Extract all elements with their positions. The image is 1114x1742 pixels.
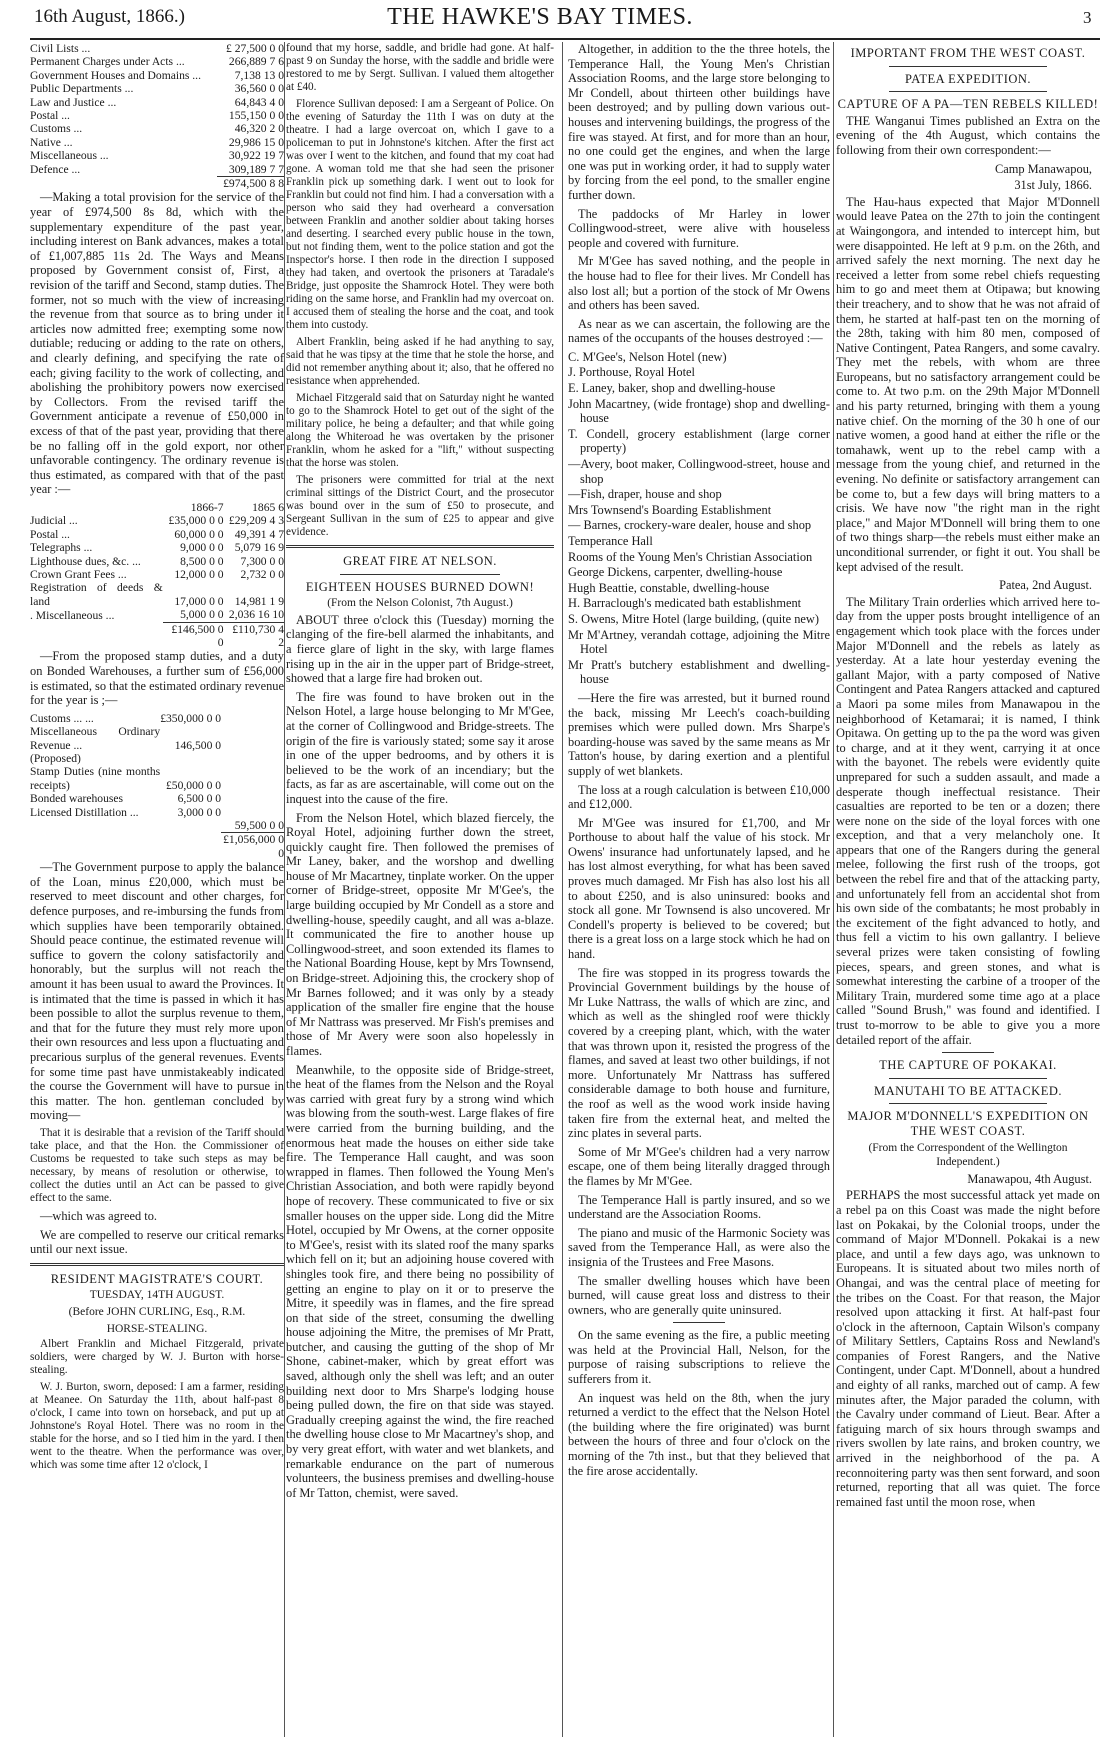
table-row xyxy=(30,765,284,792)
revenue-amount: 60,000 0 0 xyxy=(174,527,224,541)
paragraph: The smaller dwelling houses which have been burned, will cause great loss and distress to their owners, who are generally quite uninsured. xyxy=(568,1273,830,1317)
paragraph: The Military Train orderlies which arrived here to-day from the upper posts brought intelligence of an engagement which took place with the forces under Major M'Donnell and the rebels as lately as yesterday. At a late hour yesterday evening the gallant Major, with a party composed of Native Contingent and Patea Rangers attacked and captured a Maori pa some miles from Manawapou in the neighborhood of Ketamarai; it is named, I think Opitawa. On getting up to the pa the word was given to charge, and at it they went, carrying it at once with the bayonet. The rebels were evidently quite unprepared for such a sudden assault, and made a desperate though ineffectual resistance. Their casualties are reported to be ten or a dozen; there were none on the side of the loyal forces with one exception, and that a very melancholy one. It appears that one of the Rangers during the general melee, following the first rush of the troops, got between the rebel fire and that of the attacking party, and unfortunately fell from an accidental shot from his own side of the combatants; he most probably in the excitement of the fight advanced to hotly, and thus fell a victim to his own gallantry. I believe several prizes were taken consisting of fowling pieces, spears, and green stones, and what is somewhat interesting the carbine of a trooper of the Military Train, murdered some time ago at a place called "Sound Brush," was found and identified. I trust to-morrow to be able to give you a more detailed report of the affair. xyxy=(836,594,1100,1047)
paragraph: —From the proposed stamp duties, and a duty on Bonded Warehouses, a further sum of £56,000 is estimated, so that the estimated ordinary revenue for the year is ;— xyxy=(30,649,284,708)
revenue-label: Lighthouse dues, &c. ... xyxy=(30,554,141,568)
revenue-amount: £35,000 0 0 xyxy=(168,514,224,528)
estimated-revenue-amount xyxy=(221,792,284,805)
paragraph: The Hau-haus expected that Major M'Donnell would leave Patea on the 27th to join the contingent at Waingongora, and intended to intercept him, but were disappointed. He left at 9 p.m. on the 26th, and arrived safely the next morning. The next day he received a letter from some rebel chiefs requesting him to go and meet them at Otipawa; but knowing their treachery, and to show that he was not afraid of them, he started at half-past ten on the morning of the 28th, taking with him 80 men, composed of Native Contingent, Patea Rangers, and some cavalry. They met the rebels, with whom are three Europeans, but no satisfactory arrangement could be come to. At two p.m. on the 29th Major M'Donnell and his party returned, bringing with them a young native chief. On the morning of the 30 h one of our native women, a good hand at either the rifle or the tomahawk, went up to the rebel camp with a message from the young chief, and returned in the evening. No definite or satisfactory arrangement can be come to, but a few days will bring matters to a crisis. We have now "the right man in the right place," and Major M'Donnell will bring them to one of two things sharp—the rebels must either make an unconditional surrender, or fight it out. You shall be kept advised of the result. xyxy=(836,194,1100,574)
column-4 xyxy=(836,42,1100,1737)
paragraph: We are compelled to reserve our critical remarks until our next issue. xyxy=(30,1227,284,1257)
heading-rule xyxy=(889,66,1047,67)
revenue-amount: 2,732 0 0 xyxy=(240,567,284,581)
section-rule xyxy=(30,1263,284,1266)
estimated-revenue-label xyxy=(30,819,160,833)
table-row xyxy=(30,514,284,527)
table-row xyxy=(30,528,284,541)
estimate-label: Customs ... xyxy=(30,122,83,136)
paragraph: The fire was found to have broken out in the Nelson Hotel, a large house belonging to Mr M'Gee, at the corner of Collingwood and Bridge-streets. The origin of the fire is variously stated; some say it arose in one of the upper bedrooms, and by others it is believed to be the work of an incendiary; but the facts, as far as are ascertainable, will come out on the inquest into the cause of the fire. xyxy=(286,689,554,806)
newspaper-title: THE HAWKE'S BAY TIMES. xyxy=(387,4,693,30)
subheading: MANUTAHI TO BE ATTACKED. xyxy=(873,1083,1062,1098)
table-row xyxy=(30,96,284,109)
paragraph: W. J. Burton, sworn, deposed: I am a farmer, residing at Meanee. On Saturday the 11th, about half-past 8 o'clock, I came into town on horseback, and put up at Johnstone's Royal Hotel. There was no room in the stable for the horse, and so I tied him in the yard. I then went to the theatre. When the performance was over, which was some time after 12 o'clock, I xyxy=(30,1381,284,1472)
list-item: —Avery, boot maker, Collingwood-street, house and shop xyxy=(568,457,830,486)
table-row xyxy=(30,568,284,581)
paragraph: THE Wanganui Times published an Extra on the evening of the 4th August, which contains the following from their own correspondent:— xyxy=(836,113,1100,157)
revenue-total-1865: £110,730 4 2 xyxy=(224,622,284,649)
separator xyxy=(942,1052,995,1053)
estimated-revenue-table xyxy=(30,712,284,860)
estimated-revenue-amount: £350,000 0 0 xyxy=(160,711,222,725)
estimated-revenue-amount xyxy=(160,752,221,765)
table-row xyxy=(30,136,284,149)
estimate-amount: £ 27,500 0 0 xyxy=(226,42,284,55)
issue-date: 16th August, 1866.) xyxy=(34,6,185,27)
subheading: EIGHTEEN HOUSES BURNED DOWN! xyxy=(305,579,535,594)
table-row xyxy=(30,712,284,725)
estimated-revenue-amount xyxy=(221,765,284,792)
table-row xyxy=(30,82,284,95)
table-row xyxy=(30,541,284,554)
estimate-amount: 36,560 0 0 xyxy=(234,82,284,96)
paragraph: The Temperance Hall is partly insured, and so we understand are the Association Rooms. xyxy=(568,1192,830,1222)
paragraph: PERHAPS the most successful attack yet made on a rebel pa on this Coast was made the night before last on Pokakai, by the Colonial troops, under the command of Major M'Donnell. Pokakai is a new place, and until a few days ago, was unknown to Europeans. It is situated about two miles north of Ohangai, and was the central place of meeting for the tribes on the Coast. For that reason, the Major resolved upon attacking it first. At half-past four o'clock in the afternoon, Captain Wilson's company of Military Settlers, Captains Ross and Newland's companies of Forest Rangers, and the Native Contingent, under Capt. M'Donnell, about a hundred and eighty of all ranks, marched out of camp. A few minutes after, the Major paraded the column, with the Cavalry under command of Lieut. Bear. After a fatiguing march of six hours through swamps and rivers swollen by late rains, and broken country, we arrived in the neighborhood of the pa. A reconnoitering party was then sent forward, and soon returned, reporting that all was quiet. The force remained fast until the moon rose, when xyxy=(836,1188,1100,1509)
paragraph: The prisoners were committed for trial at the next criminal sittings of the District Court, and the prosecutor was bound over in the sum of £50 to prosecute, and Sergeant Sullivan in the sum of £25 to appear and give evidence. xyxy=(286,474,554,538)
estimate-label: Native ... xyxy=(30,135,73,149)
table-row xyxy=(30,581,284,608)
paragraph: Florence Sullivan deposed: I am a Sergeant of Police. On the evening of Saturday the 11th I was on duty at the theatre. I had a large overcoat on, which I gave to a policeman to put in Johnstone's kitchen. After the first act was over I went to the kitchen, and found that my coat had gone. A woman told me that she had seen the prisoner Franklin pick up something dark. I went out to look for Franklin but could not find him. I had a conversation with a person who said they had overheard a conversation between Franklin and another soldier about taking horses and deserting. I searched every public house in the town, but not finding them, went to the police station and got the Inspector's horse. I then rode in the direction I supposed they had taken, and overtook the prisoners at Taradale's Bridge, just opposite the Shamrock Hotel. They were both riding on the same horse, and Franklin had my overcoat on. I accused them of stealing the horse and the coat, and took them into custody. xyxy=(286,98,554,331)
occupants-list xyxy=(568,350,830,687)
estimated-revenue-amount: 146,500 0 xyxy=(174,738,222,752)
section-heading: IMPORTANT FROM THE WEST COAST. xyxy=(850,46,1086,60)
column-divider xyxy=(284,42,285,1737)
estimated-revenue-total: £1,056,000 0 0 xyxy=(221,833,284,860)
list-item: H. Barraclough's medicated bath establishment xyxy=(568,596,802,611)
column-divider xyxy=(833,42,834,1737)
paragraph: An inquest was held on the 8th, when the jury returned a verdict to the effect that the Nelson Hotel (the building where the fire originated) was burnt between the hours of three and four o'clock on the morning of the 7th inst., but that they believed that the fire arose accidentally. xyxy=(568,1390,830,1478)
list-item: Temperance Hall xyxy=(568,534,653,548)
table-row xyxy=(30,555,284,568)
section-heading: GREAT FIRE AT NELSON. xyxy=(343,554,497,568)
estimated-revenue-label: Customs ... ... xyxy=(30,711,94,725)
section-heading: RESIDENT MAGISTRATE'S COURT. xyxy=(50,1271,264,1286)
heading-rule xyxy=(889,1103,1047,1104)
section-heading: THE CAPTURE OF POKAKAI. xyxy=(879,1058,1057,1073)
revenue-amount: 2,036 16 10 xyxy=(228,608,284,622)
paragraph: The piano and music of the Harmonic Society was saved from the Temperance Hall, as were also the insignia of the Trustees and Free Masons. xyxy=(568,1225,830,1269)
heading-rule xyxy=(889,91,1047,92)
list-item: Rooms of the Young Men's Christian Association xyxy=(568,549,813,564)
estimated-revenue-label: Bonded warehouses xyxy=(30,792,124,806)
dateline: 31st July, 1866. xyxy=(1014,178,1092,193)
column-divider xyxy=(562,42,563,1737)
paragraph: The paddocks of Mr Harley in lower Collingwood-street, were alive with houseless people and covered with furniture. xyxy=(568,206,830,250)
table-row xyxy=(30,752,284,765)
revenue-label: . Miscellaneous ... xyxy=(30,608,115,622)
paragraph: On the same evening as the fire, a public meeting was held at the Provincial Hall, Nelson, for the purpose of raising subscriptions to relieve the sufferers from it. xyxy=(568,1328,830,1387)
paragraph: —Here the fire was arrested, but it burned round the back, missing Mr Leech's coach-building premises which were pulled down. Mrs Sharpe's boarding-house was saved by the same means as Mr Tatton's house, by daring exertion and a plentiful supply of wet blankets. xyxy=(568,690,830,778)
estimate-amount: 30,922 19 7 xyxy=(228,149,284,163)
revenue-amount: 5,000 0 0 xyxy=(180,608,224,622)
paragraph: As near as we can ascertain, the following are the names of the occupants of the houses destroyed :— xyxy=(568,316,830,346)
list-item: Mrs Townsend's Boarding Establishment xyxy=(568,502,772,517)
estimated-revenue-amount xyxy=(160,819,221,833)
table-row xyxy=(30,122,284,135)
paragraph: Mr M'Gee has saved nothing, and the people in the house had to flee for their lives. Mr Condell has also lost all; but a portion of the stock of Mr Owens and others has been saved. xyxy=(568,254,830,313)
paragraph: Albert Franklin, being asked if he had anything to say, said that he was tipsy at the time that he stole the horse, and did not remember anything about it; also, that he offered no resistance when apprehended. xyxy=(286,336,554,387)
paragraph: Mr M'Gee was insured for £1,700, and Mr Porthouse to about half the value of his stock. Mr Owens' insurance had unfortunately lapsed, and he has lost almost everything, for what has been saved proves much damaged. Mr Fish has also lost his all to about £250, and is also uninsured: books and stock all gone. Mr Townsend is also uncovered. Mr Condell's property is believed to be covered; but there is a great loss on a large stock which he had on hand. xyxy=(568,815,830,962)
revenue-total-1866: £146,500 0 0 xyxy=(163,622,224,649)
estimate-label: Public Departments ... xyxy=(30,82,134,96)
column-header: 1865 6 xyxy=(252,500,284,514)
estimated-revenue-amount xyxy=(221,752,284,765)
estimate-amount: 29,986 15 0 xyxy=(228,135,284,149)
paragraph: —which was agreed to. xyxy=(40,1208,157,1223)
estimate-amount: 266,889 7 6 xyxy=(228,55,284,69)
paragraph: Altogether, in addition to the the three hotels, the Temperance Hall, the Young Men's Christian Association Rooms, and the large store belonging to Mr Condell, about thirteen other buildings have been destroyed; and by pulling down various out-houses and intervening buildings, the progress of the fire was stayed. At first, and for more than an hour, no one could get the engines, and when the large one was put in working order, it had to supply water by forcing from the eel pond, to the smaller engine further down. xyxy=(568,42,830,202)
paragraph: Some of Mr M'Gee's children had a very narrow escape, one of them being literally dragged through the flames by Mr M'Gee. xyxy=(568,1144,830,1188)
table-row xyxy=(30,149,284,162)
table-row xyxy=(30,42,284,55)
revenue-amount: 8,500 0 0 xyxy=(180,554,224,568)
revenue-amount: 17,000 0 0 xyxy=(174,594,224,608)
dateline: Camp Manawapou, xyxy=(994,161,1092,176)
list-item: Hugh Beattie, constable, dwelling-house xyxy=(568,580,770,595)
list-item: C. M'Gee's, Nelson Hotel (new) xyxy=(568,349,727,364)
revenue-amount: 9,000 0 0 xyxy=(180,541,224,555)
estimated-revenue-amount: £50,000 0 0 xyxy=(166,778,222,792)
estimated-revenue-amount: 3,000 0 0 xyxy=(177,805,222,819)
dateline: Manawapou, 4th August. xyxy=(967,1171,1092,1186)
revenue-label: Judicial ... xyxy=(30,514,78,528)
revenue-amount: 14,981 1 9 xyxy=(234,594,284,608)
list-item: Mr Pratt's butchery establishment and dwelling-house xyxy=(568,657,830,687)
paragraph: Albert Franklin and Michael Fitzgerald, private soldiers, were charged by W. J. Burton with horse-stealing. xyxy=(30,1338,284,1377)
revenue-amount: £29,209 4 3 xyxy=(228,514,284,528)
case-heading: HORSE-STEALING. xyxy=(106,1322,208,1335)
estimated-revenue-label: Miscellaneous Ordinary Revenue ... xyxy=(30,725,161,752)
revenue-label: Registration of deeds & land xyxy=(30,581,163,608)
estimated-revenue-label: (Proposed) xyxy=(30,752,81,765)
masthead xyxy=(0,0,1114,40)
table-row xyxy=(30,608,284,622)
estimate-label: Postal ... xyxy=(30,109,70,123)
table-row xyxy=(30,792,284,805)
heading-rule xyxy=(340,574,501,575)
masthead-rule xyxy=(30,38,1100,40)
estimated-revenue-amount xyxy=(221,806,284,819)
column-1 xyxy=(30,42,284,1737)
revenue-amount: 5,079 16 9 xyxy=(234,541,284,555)
paragraph: The loss at a rough calculation is between £10,000 and £12,000. xyxy=(568,782,830,812)
dateline: Patea, 2nd August. xyxy=(999,578,1092,593)
estimated-revenue-amount xyxy=(221,725,284,752)
list-item: George Dickens, carpenter, dwelling-house xyxy=(568,565,783,580)
paragraph: The fire was stopped in its progress towards the Provincial Government buildings by the house of Mr Luke Nattrass, the walls of which are zinc, and which as well as the shingled roof were thickly covered by a creeping plant, which, with the water that was thrown upon it, resisted the progress of the flames, and saved at least two other buildings, if not more. Unfortunately Mr Nattrass has suffered considerable damage to both house and furniture, the roof as well as the wood work inside having taken fire from the external heat, and melted the zinc plates in several parts. xyxy=(568,965,830,1141)
paragraph: ABOUT three o'clock this (Tuesday) morning the clanging of the fire-bell alarmed the inhabitants, and a fierce glare of light in the sky, with large flames rising up in the air in the upper part of Bridge-street, showed that a large fire had broken out. xyxy=(286,612,554,686)
estimated-revenue-amount: 6,500 0 0 xyxy=(177,792,222,806)
table-row xyxy=(30,109,284,122)
table-row xyxy=(30,725,284,752)
table-row xyxy=(30,806,284,819)
list-item: T. Condell, grocery establishment (large corner property) xyxy=(568,426,830,456)
revenue-comparison-table xyxy=(30,501,284,649)
source-credit: (From the Correspondent of the Wellington Independent.) xyxy=(868,1141,1068,1169)
estimated-revenue-label: Licensed Distillation ... xyxy=(30,805,139,819)
heading-rule xyxy=(889,1078,1047,1079)
estimate-label: Civil Lists ... xyxy=(30,42,91,55)
estimates-table xyxy=(30,42,284,190)
paragraph: Meanwhile, to the opposite side of Bridge-street, the heat of the flames from the Nelson and the Royal was carried with great fury by a strong wind which was blowing from the south-west. Large flakes of fire were carried from the burning building, and the enormous heat made the houses on either side take fire. The Temperance Hall caught, and was soon wrapped in flames. Then followed the Young Men's Christian Association, and both were rapidly beyond hope of recovery. These communicated to five or six smaller houses on the upper side. Long did the Mitre Hotel, occupied by Mr Owens, at the corner opposite to M'Gee's, resist with its slated roof the many sparks which fell on it; but an adjoining house covered with shingles took fire, and there being no possibility of getting an engine to play on it or to preserve the Mitre, it speedily was in flames, and the fire spread on that side of the street, consuming the dwelling house adjoining the Mitre, the premises of Mr Pratt, butcher, and causing the gutting of the shop of Mr Shone, cabinet-maker, which by great effort was saved, although only the shell was left; and an outer building next door to Mrs Sharpe's lodging house being pulled down, the fire on that side was stayed. Gradually creeping against the wind, the fire reached the dwelling house close to Mr Macartney's shop, and by very great effort, with water and wet blankets, and remarkable endurance on the part of numerous volunteers, the business premises and dwelling-house of Mr Tatton, chemist, were saved. xyxy=(286,1062,554,1500)
list-item: —Fish, draper, house and shop xyxy=(568,487,722,502)
column-3 xyxy=(568,42,830,1737)
paragraph: From the Nelson Hotel, which blazed fiercely, the Royal Hotel, adjoining further down the street, quickly caught fire. Then followed the premises of Mr Laney, baker, and the worshop and dwelling house of Mr Macartney, tinplate worker. On the upper corner of Bridge-street, opposite Mr M'Gee's, the large building occupied by Mr Condell as a store and dwelling-house, speedily caught, and all was a-blaze. It communicated the fire to another house up Collingwood-street, and soon extended its flames to the National Boarding House, kept by Mrs Townsend, on Bridge-street. Adjoining this, the crockery shop of Mr Barnes followed; and it was only by a steady application of the smaller fire engine that the house of Mr Nattrass was preserved. Mr Fish's premises and those of Mr Avery were soon also hopelessly in flames. xyxy=(286,810,554,1058)
subheading: MAJOR M'DONNELL'S EXPEDITION ON THE WEST COAST. xyxy=(847,1109,1089,1138)
estimated-revenue-amount xyxy=(221,712,284,725)
subheading: PATEA EXPEDITION. xyxy=(904,71,1032,86)
column-2 xyxy=(286,42,554,1737)
separator xyxy=(673,1322,725,1323)
estimate-amount: 46,320 2 0 xyxy=(234,122,284,136)
estimate-label: Defence ... xyxy=(30,163,81,177)
list-item: — Barnes, crockery-ware dealer, house and shop xyxy=(568,518,812,533)
table-row xyxy=(30,55,284,68)
estimate-amount: 7,138 13 0 xyxy=(234,68,284,82)
list-item: S. Owens, Mitre Hotel (large building, (quite new) xyxy=(568,611,819,626)
paragraph: —The Government purpose to apply the balance of the Loan, minus £20,000, which must be reserved to meet discount and other charges, for defence purposes, and re-imbursing the funds from which supplies have been temporarily obtained. Should peace continue, the estimated revenue will suffice to govern the colony satisfactorily and honorably, but the surplus will not reach the amount it has been usual to award the Provinces. It is intimated that the time is passed in which it has been possible to allot the surplus revenue to them, and that for the future they must rely more upon their own resources and less upon a fluctuating and precarious surplus of the general revenues. Events for some time past have unmistakeably indicated the course the Government will have to pursue in this matter. The hon. gentleman concluded by moving— xyxy=(30,860,284,1123)
court-magistrate: (Before JOHN CURLING, Esq., R.M. xyxy=(68,1305,246,1318)
estimated-revenue-label: Stamp Duties (nine months receipts) xyxy=(30,765,161,792)
subheading: CAPTURE OF A PA—TEN REBELS KILLED! xyxy=(837,97,1099,112)
column-header: 1866-7 xyxy=(190,500,224,514)
page-number: 3 xyxy=(1083,8,1092,27)
estimate-amount: 309,189 7 7 xyxy=(228,162,284,176)
paragraph: found that my horse, saddle, and bridle had gone. At half-past 9 on Sunday the horse, with the saddle and bridle were restored to me by Sergt. Sullivan. I valued them altogether at £40. xyxy=(286,42,554,93)
paragraph: Michael Fitzgerald said that on Saturday night he wanted to go to the Shamrock Hotel to get out of the sight of the military police, he being a defaulter; and that while going along the Whiteroad he was overtaken by the prisoner Franklin, whom he asked for a "lift," without suspecting that the horse was stolen. xyxy=(286,392,554,469)
list-item: J. Porthouse, Royal Hotel xyxy=(568,365,695,380)
table-row xyxy=(30,819,284,833)
resolution-text: That it is desirable that a revision of the Tariff should take place, and that the Hon. the Commissioner of Customs be requested to take such steps as may be necessary, by means of resolution or otherwise, to collect the duties until an Act can be passed to give effect to the same. xyxy=(30,1126,284,1204)
court-date: TUESDAY, 14TH AUGUST. xyxy=(89,1289,225,1302)
paragraph: —Making a total provision for the service of the year of £974,500 8s 8d, which with the supplementary expenditure of the past year, including interest on Bank advances, makes a total of £1,007,885 11s 2d. The Ways and Means proposed by Government consist of, First, a revision of the tariff and Second, stamp duties. The former, not so much with the view of increasing the revenue from that source as to bring under it articles now admitted free; exempting some now dutiable; reducing or adding to the rate on others, and clearly defining, and specifying the rate of each; giving facility to the work of collecting, and abolishing the prohibitory powers now exercised by Collectors. From the revised tariff the Government anticipate a revenue of £50,000 in excess of that of the past year, providing that there be no falling off in the gold export, nor other unfavorable contingency. The ordinary revenue is thus estimated, as compared with that of the past year :— xyxy=(30,190,284,497)
estimate-amount: 155,150 0 0 xyxy=(228,109,284,123)
revenue-amount: 7,300 0 0 xyxy=(240,554,284,568)
source-credit: (From the Nelson Colonist, 7th August.) xyxy=(327,597,513,610)
table-row xyxy=(30,69,284,82)
estimate-label: Permanent Charges under Acts ... xyxy=(30,55,185,69)
revenue-label: Postal ... xyxy=(30,527,70,541)
estimate-label: Government Houses and Domains ... xyxy=(30,68,201,82)
estimate-label: Law and Justice ... xyxy=(30,95,117,109)
estimate-label: Miscellaneous ... xyxy=(30,149,109,163)
section-rule xyxy=(286,545,554,548)
estimates-total: £974,500 8 8 xyxy=(217,177,284,191)
revenue-label: Telegraphs ... xyxy=(30,541,93,555)
list-item: John Macartney, (wide frontage) shop and dwelling-house xyxy=(568,396,830,426)
estimated-revenue-amount: 59,500 0 0 xyxy=(234,819,284,833)
revenue-label: Crown Grant Fees ... xyxy=(30,567,127,581)
revenue-amount: 12,000 0 0 xyxy=(174,567,224,581)
table-row xyxy=(30,163,284,177)
estimate-amount: 64,843 4 0 xyxy=(234,95,284,109)
list-item: E. Laney, baker, shop and dwelling-house xyxy=(568,381,776,396)
list-item: Mr M'Artney, verandah cottage, adjoining the Mitre Hotel xyxy=(568,627,830,657)
revenue-amount: 49,391 4 7 xyxy=(234,527,284,541)
